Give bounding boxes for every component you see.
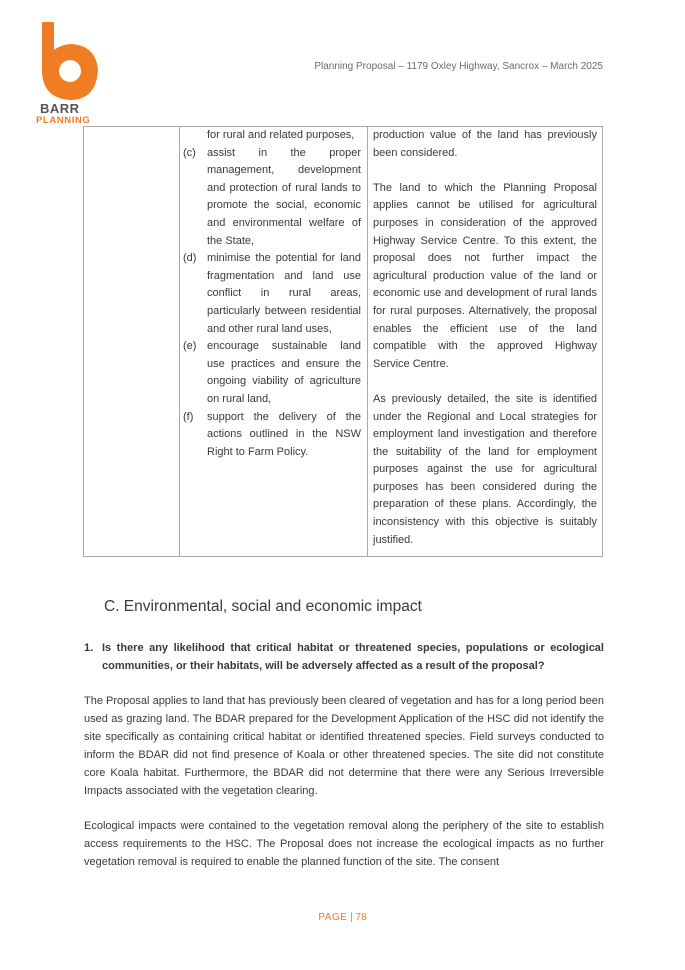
objective-label: (c): [183, 146, 196, 159]
objective-text: encourage sustainable land use practices and ensure the ongoing viability of agriculture on rural land,: [207, 340, 361, 405]
logo-b-mark-icon: [36, 20, 100, 102]
logo-word: BARR: [40, 101, 80, 116]
question-text: Is there any likelihood that critical habitat or threatened species, populations or ecological communities, or their habitats, will be adversely affected as a result of the proposal?: [102, 642, 604, 672]
table-column-divider: [179, 127, 180, 556]
objective-label: (f): [183, 410, 194, 423]
objective-text: for rural and related purposes,: [207, 129, 355, 141]
question-heading: [84, 640, 604, 675]
document-header-title: Planning Proposal – 1179 Oxley Highway, Sancrox – March 2025: [314, 61, 603, 72]
objective-text: support the delivery of the actions outlined in the NSW Right to Farm Policy.: [207, 410, 361, 458]
objective-label: (e): [183, 340, 197, 353]
body-paragraph: Ecological impacts were contained to the vegetation removal along the periphery of the site to establish access requirements to the HSC. The Proposal does not increase the ecological impacts as no further vegetation removal is required to enable the planned function of the site. The consent: [84, 820, 604, 868]
response-paragraph: The land to which the Planning Proposal applies cannot be utilised for agricultural purposes in consideration of the approved Highway Service Centre. To this extent, the proposal does not further impact the agricultural production value of the land or economic use and development of rural lands for rural purposes. Alternatively, the proposal enables the efficient use of the land compatible with the approved Highway Service Centre.: [373, 181, 597, 370]
footer-separator: |: [350, 912, 353, 923]
response-cell: [373, 127, 597, 549]
logo-subword: PLANNING: [36, 115, 91, 126]
consistency-table: [83, 126, 603, 557]
page-number: 78: [355, 912, 367, 923]
objective-label: (d): [183, 252, 197, 265]
page-footer: [0, 912, 685, 923]
objective-item: [181, 127, 361, 145]
table-column-divider: [367, 127, 368, 556]
page-label: PAGE: [318, 912, 348, 923]
response-paragraph: As previously detailed, the site is identified under the Regional and Local strategies for employment land investigation and therefore the suitability of the land for employment purposes against the use for agricultural purposes has been considered during the preparation of these plans. Accordingly, the inconsistency with this objective is suitably justified.: [373, 392, 597, 546]
section-heading: C. Environmental, social and economic impact: [104, 598, 422, 615]
objective-item: [181, 250, 361, 338]
objective-text: minimise the potential for land fragmentation and land use conflict in rural areas, particularly between residential and other rural land uses,: [207, 252, 361, 335]
response-paragraph: production value of the land has previously been considered.: [373, 129, 597, 159]
objective-item: [181, 145, 361, 251]
objective-text: assist in the proper management, development and protection of rural lands to promote the social, economic and environmental welfare of the State,: [207, 146, 361, 247]
objective-item: [181, 409, 361, 462]
barr-planning-logo: [36, 20, 100, 124]
question-number: 1.: [84, 642, 94, 654]
objective-item: [181, 338, 361, 408]
body-paragraph: The Proposal applies to land that has previously been cleared of vegetation and has for a long period been used as grazing land. The BDAR prepared for the Development Application of the HSC did not identify the site specifically as containing critical habitat or identified threatened species. Field surveys conducted to inform the BDAR did not find presence of Koala or other threatened species. The site did not constitute core Koala habitat. Furthermore, the BDAR did not determine that there were any Serious Irreversible Impacts associated with the vegetation clearing.: [84, 695, 604, 797]
objectives-cell: [181, 127, 361, 461]
